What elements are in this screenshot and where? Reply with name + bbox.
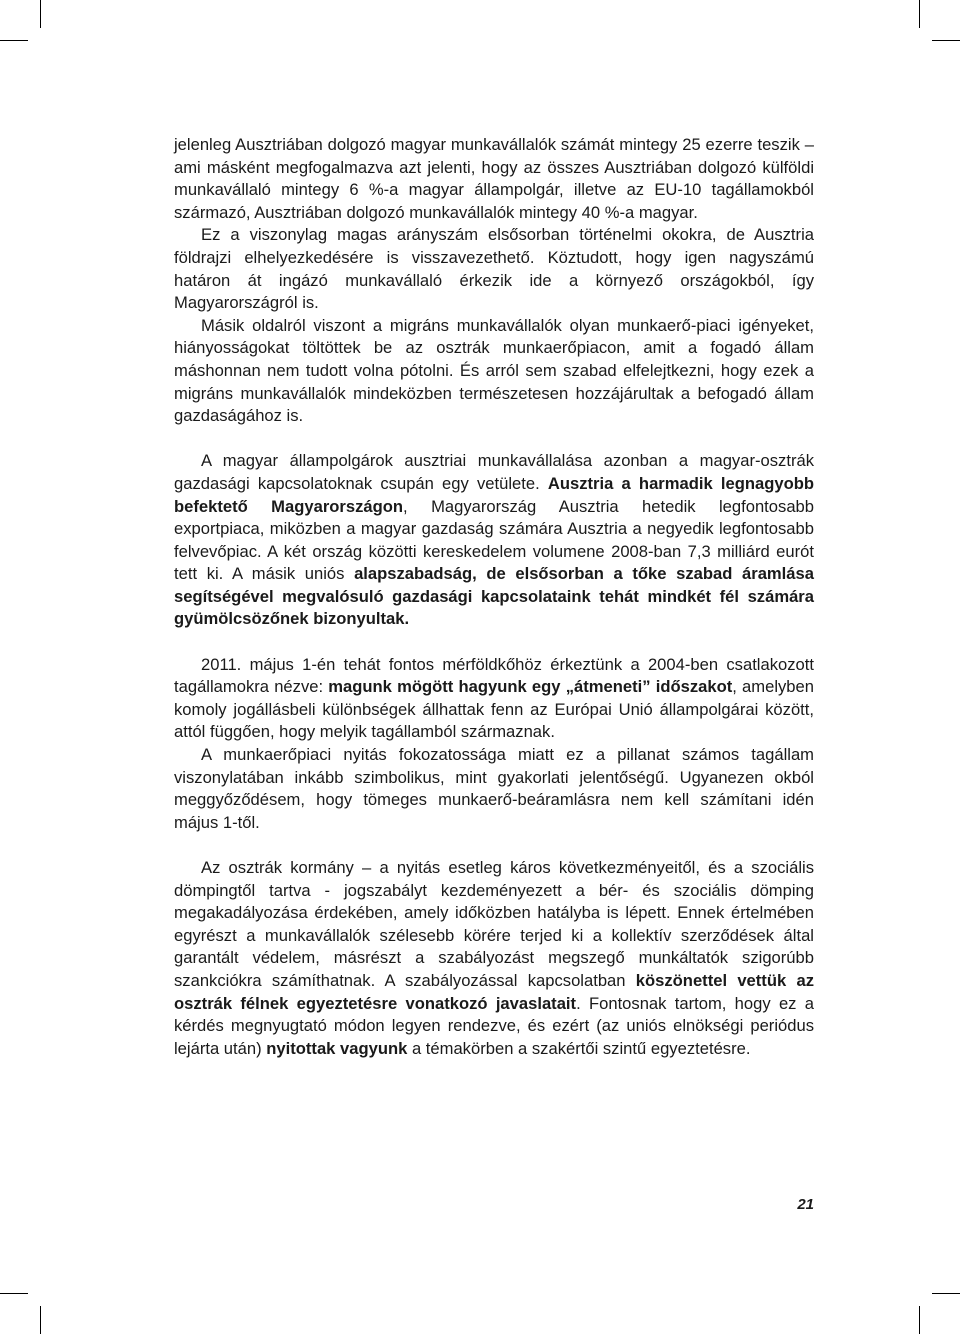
bold-text-run: alapszabadság, de elsősorban a tőke szabad áramlása segítségével megvalósuló gazdasági kapcsolataink tehát mindkét fél számára gyümölcsözőnek bizonyultak. (174, 564, 814, 629)
crop-mark-bottom-right-horizontal (932, 1293, 960, 1294)
crop-mark-top-left-vertical (40, 0, 41, 28)
crop-mark-top-right-vertical (919, 0, 920, 28)
text-run: A munkaerőpiaci nyitás fokozatossága miatt ez a pillanat számos tagállam viszonylatában inkább szimbolikus, mint gyakorlati jelentőségű. Ugyanezen okból meggyőződésem, hogy tömeges munkaerő-beáramlásra nem kell számítani idén május 1-től. (174, 745, 814, 832)
bold-text-run: nyitottak vagyunk (266, 1038, 408, 1058)
paragraph (174, 134, 814, 224)
paragraph (174, 315, 814, 428)
text-run: a témakörben a szakértői szintű egyeztetésre. (407, 1038, 751, 1058)
crop-mark-bottom-right-vertical (919, 1306, 920, 1334)
bold-text-run: Ausztria a harmadik legnagyobb befektető Magyarországon (174, 473, 814, 516)
text-run: Ez a viszonylag magas arányszám elsősorban történelmi okokra, de Ausztria földrajzi elhelyezkedésére is visszavezethető. Köztudott, hogy igen nagyszámú határon át ingázó munkavállaló érkezik ide a környező országokból, így Magyarországról is. (174, 225, 814, 313)
bold-text-run: magunk mögött hagyunk egy „átmeneti” időszakot (328, 677, 733, 697)
text-run: A magyar állampolgárok ausztriai munkavállalása azonban a magyar-osztrák gazdasági kapcsolatoknak csupán egy vetülete. (174, 451, 814, 493)
text-run: Másik oldalról viszont a migráns munkavállalók olyan munkaerő-piaci igényeket, hiányosságokat töltöttek be az osztrák munkaerőpiacon, amit a fogadó állam máshonnan nem tudott volna pótolni. És arról sem szabad elfelejtkezni, hogy ezek a migráns munkavállalók mindeközben természetesen hozzájárultak a befogadó állam gazdaságához is. (174, 315, 814, 426)
paragraph (174, 744, 814, 834)
text-run: , amelyben komoly jogállásbeli különbségek állhattak fenn az Európai Unió állampolgárai között, attól függően, hogy melyik tagállamból származnak. (174, 677, 814, 742)
paragraph (174, 857, 814, 1060)
paragraph (174, 224, 814, 314)
bold-text-run: köszönettel vettük az osztrák félnek egyeztetésre vonatkozó javaslatait (174, 970, 814, 1013)
paragraph (174, 654, 814, 744)
body-text (174, 134, 814, 1060)
crop-mark-top-left-horizontal (0, 40, 28, 41)
text-run: , Magyarország Ausztria hetedik legfontosabb exportpiaca, miközben a magyar gazdaság számára Ausztria a negyedik legfontosabb felvevőpiac. A két ország közötti kereskedelem volumene 2008-ban 7,3 milliárd eurót tett ki. A másik uniós (174, 496, 815, 584)
crop-mark-bottom-left-horizontal (0, 1293, 28, 1294)
text-run: . Fontosnak tartom, hogy ez a kérdés megnyugtató módon legyen rendezve, és ezért (az uniós elnökségi periódus lejárta után) (174, 993, 814, 1058)
paragraph (174, 450, 814, 631)
text-run: jelenleg Ausztriában dolgozó magyar munkavállalók számát mintegy 25 ezerre teszik – ami másként megfogalmazva azt jelenti, hogy az összes Ausztriában dolgozó külföldi munkavállaló mintegy 6 %-a magyar állampolgár, illetve az EU-10 tagállamokból származó, Ausztriában dolgozó munkavállalók mintegy 40 %-a magyar. (174, 135, 814, 222)
text-run: Az osztrák kormány – a nyitás esetleg káros következményeitől, és a szociális dömpingtől tartva - jogszabályt kezdeményezett a bér- és szociális dömping megakadályozása érdekében, amely időközben hatályba is lépett. Ennek értelmében egyrészt a munkavállalók szélesebb körére terjed ki a kollektív szerződések által garantált védelem, másrészt a szabályozást megszegő munkáltatók szigorúbb szankciókra számíthatnak. A szabályozással kapcsolatban (174, 858, 814, 990)
crop-mark-top-right-horizontal (932, 40, 960, 41)
crop-mark-bottom-left-vertical (40, 1306, 41, 1334)
page-number: 21 (797, 1196, 814, 1213)
text-run: 2011. május 1-én tehát fontos mérföldkőhöz érkeztünk a 2004-ben csatlakozott tagállamokra nézve: (174, 654, 814, 697)
